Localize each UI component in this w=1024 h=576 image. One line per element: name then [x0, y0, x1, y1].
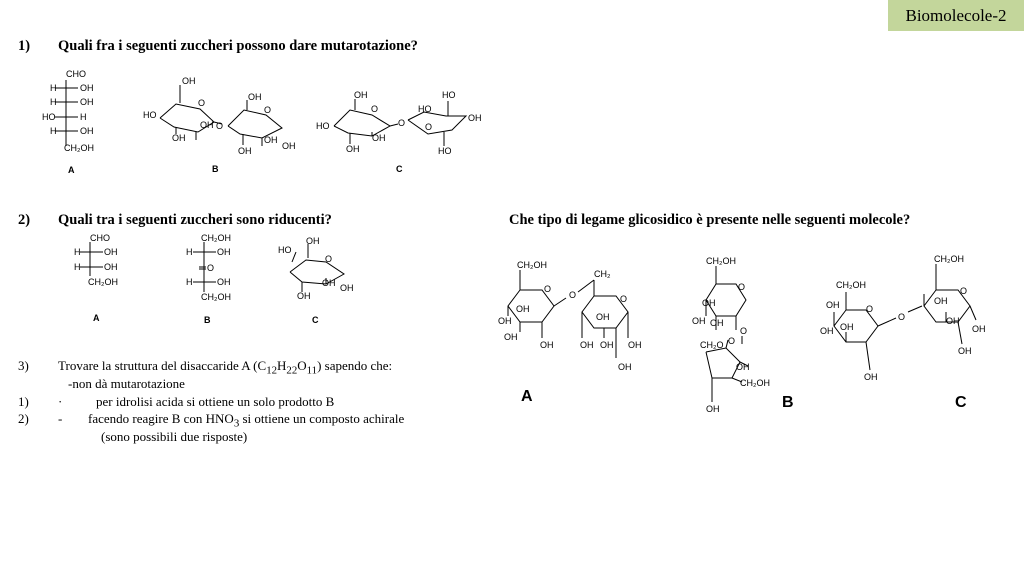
svg-text:OH: OH: [596, 312, 610, 322]
svg-text:O: O: [198, 98, 206, 108]
q1-disaccharide-c: [316, 90, 482, 174]
svg-text:CH₂OH: CH₂OH: [201, 292, 231, 302]
svg-text:OH: OH: [297, 291, 311, 301]
svg-text:HO: HO: [42, 112, 56, 122]
q1-label-c: C: [396, 164, 403, 174]
svg-text:O: O: [728, 336, 736, 346]
svg-text:CH₂OH: CH₂OH: [64, 143, 94, 153]
question-3-condition: -non dà mutarotazione: [68, 376, 185, 391]
q2-label-a: A: [93, 313, 100, 323]
svg-text:O: O: [898, 312, 906, 322]
svg-text:OH: OH: [958, 346, 972, 356]
question-2-number: 2): [18, 212, 31, 228]
svg-text:OH: OH: [498, 316, 512, 326]
question-2-text: Quali tra i seguenti zuccheri sono riducenti?: [58, 212, 332, 228]
svg-text:OH: OH: [706, 404, 720, 414]
svg-text:OH: OH: [172, 133, 186, 143]
svg-text:CH₂O: CH₂O: [700, 340, 724, 350]
svg-text:OH: OH: [702, 298, 716, 308]
svg-text:CH₂OH: CH₂OH: [88, 277, 118, 287]
svg-text:CH₂OH: CH₂OH: [740, 378, 770, 388]
q1-fischer-glucose: [42, 69, 94, 175]
svg-text:CH₂OH: CH₂OH: [201, 233, 231, 243]
svg-text:OH: OH: [934, 296, 948, 306]
svg-text:H: H: [80, 112, 87, 122]
svg-text:OH: OH: [306, 236, 320, 246]
question-3-item-1-bullet: ·: [58, 394, 63, 409]
svg-text:OH: OH: [346, 144, 360, 154]
svg-text:H: H: [50, 83, 57, 93]
svg-text:HO: HO: [316, 121, 330, 131]
svg-text:H: H: [50, 97, 57, 107]
svg-text:OH: OH: [322, 278, 336, 288]
svg-text:OH: OH: [516, 304, 530, 314]
svg-text:O: O: [425, 122, 433, 132]
svg-text:OH: OH: [264, 135, 278, 145]
slide-badge: Biomolecole-2: [888, 0, 1024, 31]
q1-label-a: A: [68, 165, 75, 175]
svg-text:H: H: [186, 247, 193, 257]
svg-text:O: O: [216, 121, 224, 131]
svg-text:HO: HO: [418, 104, 432, 114]
svg-text:OH: OH: [820, 326, 834, 336]
svg-text:CH₂OH: CH₂OH: [706, 256, 736, 266]
svg-text:H: H: [74, 262, 81, 272]
svg-text:HO: HO: [442, 90, 456, 100]
svg-text:OH: OH: [104, 262, 118, 272]
svg-text:OH: OH: [540, 340, 554, 350]
svg-text:OH: OH: [946, 316, 960, 326]
svg-text:OH: OH: [628, 340, 642, 350]
q2-label-b: B: [204, 315, 211, 325]
svg-text:OH: OH: [692, 316, 706, 326]
q1-label-b: B: [212, 164, 219, 174]
svg-text:OH: OH: [736, 362, 750, 372]
svg-text:OH: OH: [618, 362, 632, 372]
svg-text:OH: OH: [340, 283, 354, 293]
svg-text:OH: OH: [840, 322, 854, 332]
svg-text:O: O: [544, 284, 552, 294]
glycosidic-molecule-c: [820, 254, 986, 382]
svg-text:OH: OH: [80, 97, 94, 107]
svg-text:CH₂: CH₂: [594, 269, 611, 279]
q1-disaccharide-b: [143, 76, 296, 174]
svg-text:OH: OH: [238, 146, 252, 156]
svg-text:O: O: [960, 286, 968, 296]
question-3-item-2-bullet: -: [58, 411, 63, 426]
q2-fischer-b: [186, 233, 231, 325]
svg-text:OH: OH: [826, 300, 840, 310]
svg-text:CH₂OH: CH₂OH: [836, 280, 866, 290]
svg-text:OH: OH: [80, 126, 94, 136]
svg-text:OH: OH: [372, 133, 386, 143]
svg-text:HO: HO: [278, 245, 292, 255]
question-1-number: 1): [18, 38, 31, 54]
svg-text:OH: OH: [217, 247, 231, 257]
svg-text:O: O: [264, 105, 272, 115]
question-3-item-2-number: 2): [18, 411, 29, 426]
glycosidic-label-c: C: [955, 394, 967, 411]
svg-text:O: O: [620, 294, 628, 304]
question-3-item-1-text: per idrolisi acida si ottiene un solo prodotto B: [96, 394, 335, 409]
svg-text:O: O: [398, 118, 406, 128]
question-3-text: Trovare la struttura del disaccaride A $(C_{12}H_{22}O_{11})$ sapendo che:: [58, 358, 393, 377]
svg-text:OH: OH: [864, 372, 878, 382]
svg-text:O: O: [207, 263, 215, 273]
svg-text:O: O: [738, 282, 746, 292]
question-3-note: (sono possibili due risposte): [101, 429, 248, 444]
glycosidic-molecule-b: [692, 256, 770, 414]
question-3-number: 3): [18, 358, 29, 373]
svg-text:OH: OH: [182, 76, 196, 86]
svg-text:OH: OH: [80, 83, 94, 93]
svg-text:OH: OH: [972, 324, 986, 334]
glycosidic-label-b: B: [782, 394, 794, 411]
question-glycosidic-text: Che tipo di legame glicosidico è presente nelle seguenti molecole?: [509, 212, 911, 228]
svg-text:CHO: CHO: [90, 233, 110, 243]
glycosidic-molecule-a: [498, 260, 642, 372]
svg-text:OH: OH: [354, 90, 368, 100]
svg-text:OH: OH: [580, 340, 594, 350]
question-3-item-2-text: facendo reagire B con $HNO_3$ si ottiene un composto achirale: [88, 411, 405, 430]
svg-text:OH: OH: [600, 340, 614, 350]
q2-chair-c: [278, 236, 354, 325]
svg-text:H: H: [74, 247, 81, 257]
svg-text:CH₂OH: CH₂OH: [517, 260, 547, 270]
q1a-cho: CHO: [66, 69, 86, 79]
svg-text:HO: HO: [438, 146, 452, 156]
svg-text:HO: HO: [143, 110, 157, 120]
glycosidic-label-a: A: [521, 388, 533, 405]
svg-text:OH: OH: [200, 120, 214, 130]
svg-text:CH₂OH: CH₂OH: [934, 254, 964, 264]
svg-text:O: O: [740, 326, 748, 336]
svg-text:O: O: [325, 254, 333, 264]
svg-text:H: H: [50, 126, 57, 136]
svg-text:OH: OH: [282, 141, 296, 151]
svg-text:OH: OH: [468, 113, 482, 123]
svg-text:O: O: [866, 304, 874, 314]
svg-text:H: H: [186, 277, 193, 287]
svg-text:O: O: [569, 290, 577, 300]
svg-text:OH: OH: [104, 247, 118, 257]
q2-label-c: C: [312, 315, 319, 325]
svg-text:OH: OH: [710, 318, 724, 328]
question-3-item-1-number: 1): [18, 394, 29, 409]
svg-text:O: O: [371, 104, 379, 114]
q2-fischer-a: [74, 233, 118, 323]
question-1-text: Quali fra i seguenti zuccheri possono dare mutarotazione?: [58, 38, 418, 54]
svg-text:OH: OH: [504, 332, 518, 342]
svg-text:OH: OH: [217, 277, 231, 287]
svg-text:OH: OH: [248, 92, 262, 102]
